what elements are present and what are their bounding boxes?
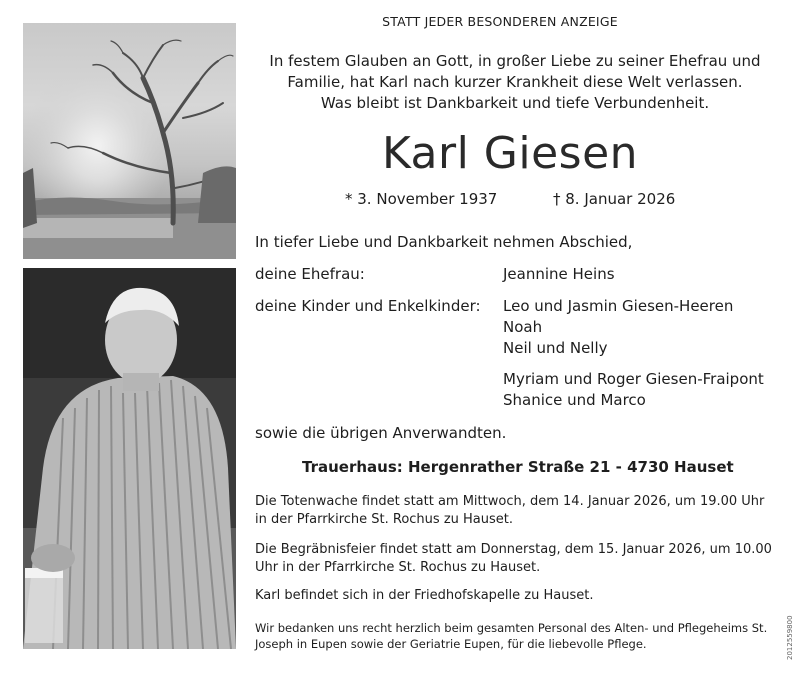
deceased-name: Karl Giesen <box>381 128 639 179</box>
children-line: Shanice und Marco <box>503 391 646 409</box>
children-label: deine Kinder und Enkelkinder: <box>255 297 481 315</box>
children-line: Myriam und Roger Giesen-Fraipont <box>503 370 764 388</box>
notice-header: STATT JEDER BESONDEREN ANZEIGE <box>382 14 618 29</box>
intro-line-3: Was bleibt ist Dankbarkeit und tiefe Verbundenheit. <box>320 94 710 112</box>
funeral-info: Die Begräbnisfeier findet statt am Donnerstag, dem 15. Januar 2026, um 10.00 Uhr in der Pfarrkirche St. Rochus zu Hauset. <box>255 542 772 575</box>
mourning-house: Trauerhaus: Hergenrather Straße 21 - 4730 Hauset <box>302 458 734 476</box>
man-portrait-image <box>23 268 236 649</box>
other-relatives: sowie die übrigen Anverwandten. <box>255 424 507 442</box>
spouse-label: deine Ehefrau: <box>255 265 365 283</box>
landscape-photo <box>23 23 236 259</box>
ad-code: 2012559800 <box>786 615 794 660</box>
tree-sunset-image <box>23 23 236 259</box>
children-line: Noah <box>503 318 543 336</box>
spouse-name: Jeannine Heins <box>503 265 615 283</box>
thanks-text: Wir bedanken uns recht herzlich beim gesamten Personal des Alten- und Pflegeheims St. Joseph in Eupen sowie der Geriatrie Eupen, für die liebevolle Pflege. <box>255 621 768 651</box>
portrait-photo <box>23 268 236 649</box>
farewell-text: In tiefer Liebe und Dankbarkeit nehmen Abschied, <box>255 233 633 251</box>
wake-info: Die Totenwache findet statt am Mittwoch, dem 14. Januar 2026, um 19.00 Uhr in der Pfarrkirche St. Rochus zu Hauset. <box>255 494 765 527</box>
children-line: Leo und Jasmin Giesen-Heeren <box>503 297 734 315</box>
children-line: Neil und Nelly <box>503 339 608 357</box>
intro-line-2: Familie, hat Karl nach kurzer Krankheit diese Welt verlassen. <box>287 73 743 91</box>
intro-line-1: In festem Glauben an Gott, in großer Liebe zu seiner Ehefrau und <box>269 52 761 70</box>
birth-date: * 3. November 1937 <box>345 190 498 208</box>
death-date: † 8. Januar 2026 <box>553 190 676 208</box>
chapel-info: Karl befindet sich in der Friedhofskapelle zu Hauset. <box>255 588 594 603</box>
